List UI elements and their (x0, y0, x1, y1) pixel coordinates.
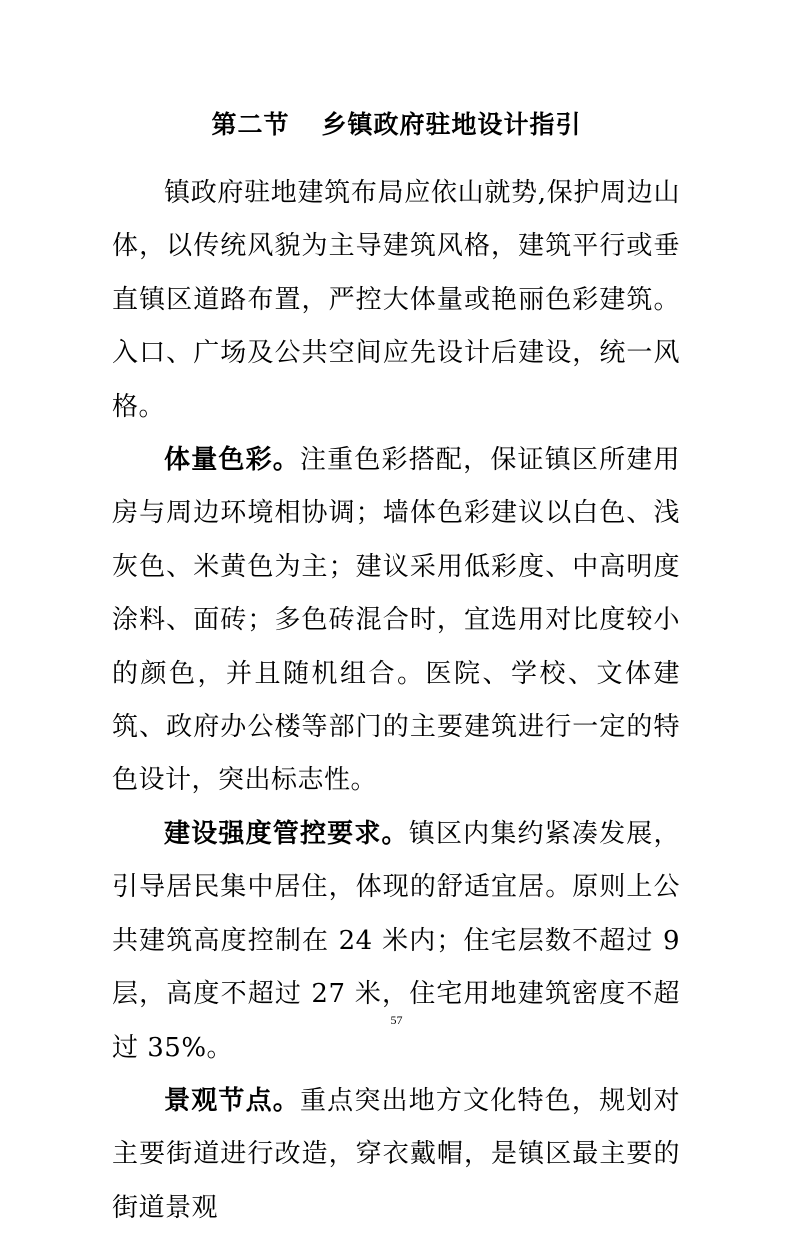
paragraph-volume-color (112, 434, 680, 808)
paragraph-landscape-nodes-text: 重点突出地方文化特色，规划对主要街道进行改造，穿衣戴帽，是镇区最主要的街道景观 (112, 1085, 680, 1223)
paragraph-intro-text: 镇政府驻地建筑布局应依山就势,保护周边山体，以传统风貌为主导建筑风格，建筑平行或垂直镇区道路布置，严控大体量或艳丽色彩建筑。入口、广场及公共空间应先设计后建设，统一风格。 (112, 178, 680, 422)
section-number: 第二节 (211, 110, 290, 139)
paragraph-intensity-control-lead: 建设强度管控要求。 (164, 818, 409, 849)
paragraph-intro (112, 167, 680, 434)
paragraph-volume-color-text: 注重色彩搭配，保证镇区所建用房与周边环境相协调；墙体色彩建议以白色、浅灰色、米黄色为主；建议采用低彩度、中高明度涂料、面砖；多色砖混合时，宜选用对比度较小的颜色，并且随机组合。医院、学校、文体建筑、政府办公楼等部门的主要建筑进行一定的特色设计，突出标志性。 (112, 445, 680, 796)
paragraph-intensity-control-text: 镇区内集约紧凑发展，引导居民集中居住，体现的舒适宜居。原则上公共建筑高度控制在 24 米内；住宅层数不超过 9 层，高度不超过 27 米，住宅用地建筑密度不超过 35%。 (112, 818, 680, 1063)
section-title-text: 乡镇政府驻地设计指引 (321, 110, 582, 139)
paragraph-intensity-control (112, 808, 680, 1075)
paragraph-landscape-nodes-lead: 景观节点。 (164, 1085, 300, 1116)
paragraph-landscape-nodes (112, 1075, 680, 1235)
document-body (112, 167, 680, 1235)
paragraph-volume-color-lead: 体量色彩。 (164, 445, 300, 476)
section-heading (0, 108, 793, 142)
page-number: 57 (390, 1013, 403, 1027)
